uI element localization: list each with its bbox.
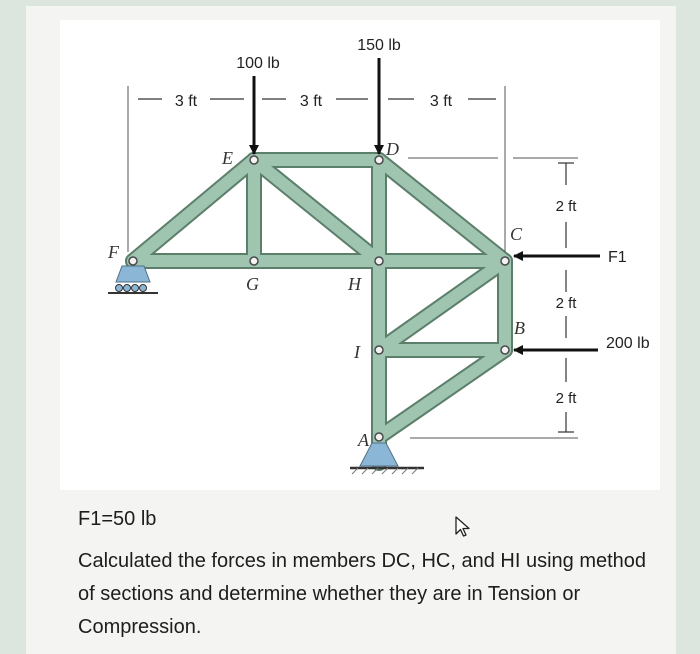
pin-b [501, 346, 509, 354]
dim-span-2: 3 ft [299, 93, 323, 110]
joint-label-h: H [348, 274, 361, 294]
dim-rise-3: 2 ft [555, 390, 577, 407]
joint-label-i: I [354, 342, 360, 362]
dim-rise-1: 2 ft [555, 198, 577, 215]
load-label-c: F1 [608, 249, 627, 266]
pin-d [375, 156, 383, 164]
load-label-b: 200 lb [606, 335, 650, 352]
dim-span-3: 3 ft [429, 93, 453, 110]
joint-label-c: C [510, 224, 523, 244]
joint-label-f: F [108, 242, 119, 262]
pin-c [501, 257, 509, 265]
pin-a [375, 433, 383, 441]
dim-span-1: 3 ft [174, 93, 198, 110]
mouse-cursor-icon [454, 516, 472, 538]
truss-figure [60, 20, 660, 490]
joint-label-g: G [246, 274, 259, 294]
pin-e [250, 156, 258, 164]
load-label-d: 150 lb [357, 37, 401, 54]
question-text: Calculated the forces in members DC, HC, and HI using method of sections and determine whether they are in Tension or Compression. [78, 550, 647, 638]
dim-rise-2: 2 ft [555, 295, 577, 312]
pin-g [250, 257, 258, 265]
joint-label-b: B [514, 318, 525, 338]
roller-support-f [108, 266, 158, 293]
load-label-e: 100 lb [236, 55, 280, 72]
given-value: F1=50 lb [78, 508, 157, 530]
joint-label-e: E [222, 148, 233, 168]
pin-i [375, 346, 383, 354]
truss-diagram [60, 20, 660, 490]
pin-f [129, 257, 137, 265]
pin-h [375, 257, 383, 265]
joint-label-d: D [386, 139, 399, 159]
joint-label-a: A [358, 430, 369, 450]
